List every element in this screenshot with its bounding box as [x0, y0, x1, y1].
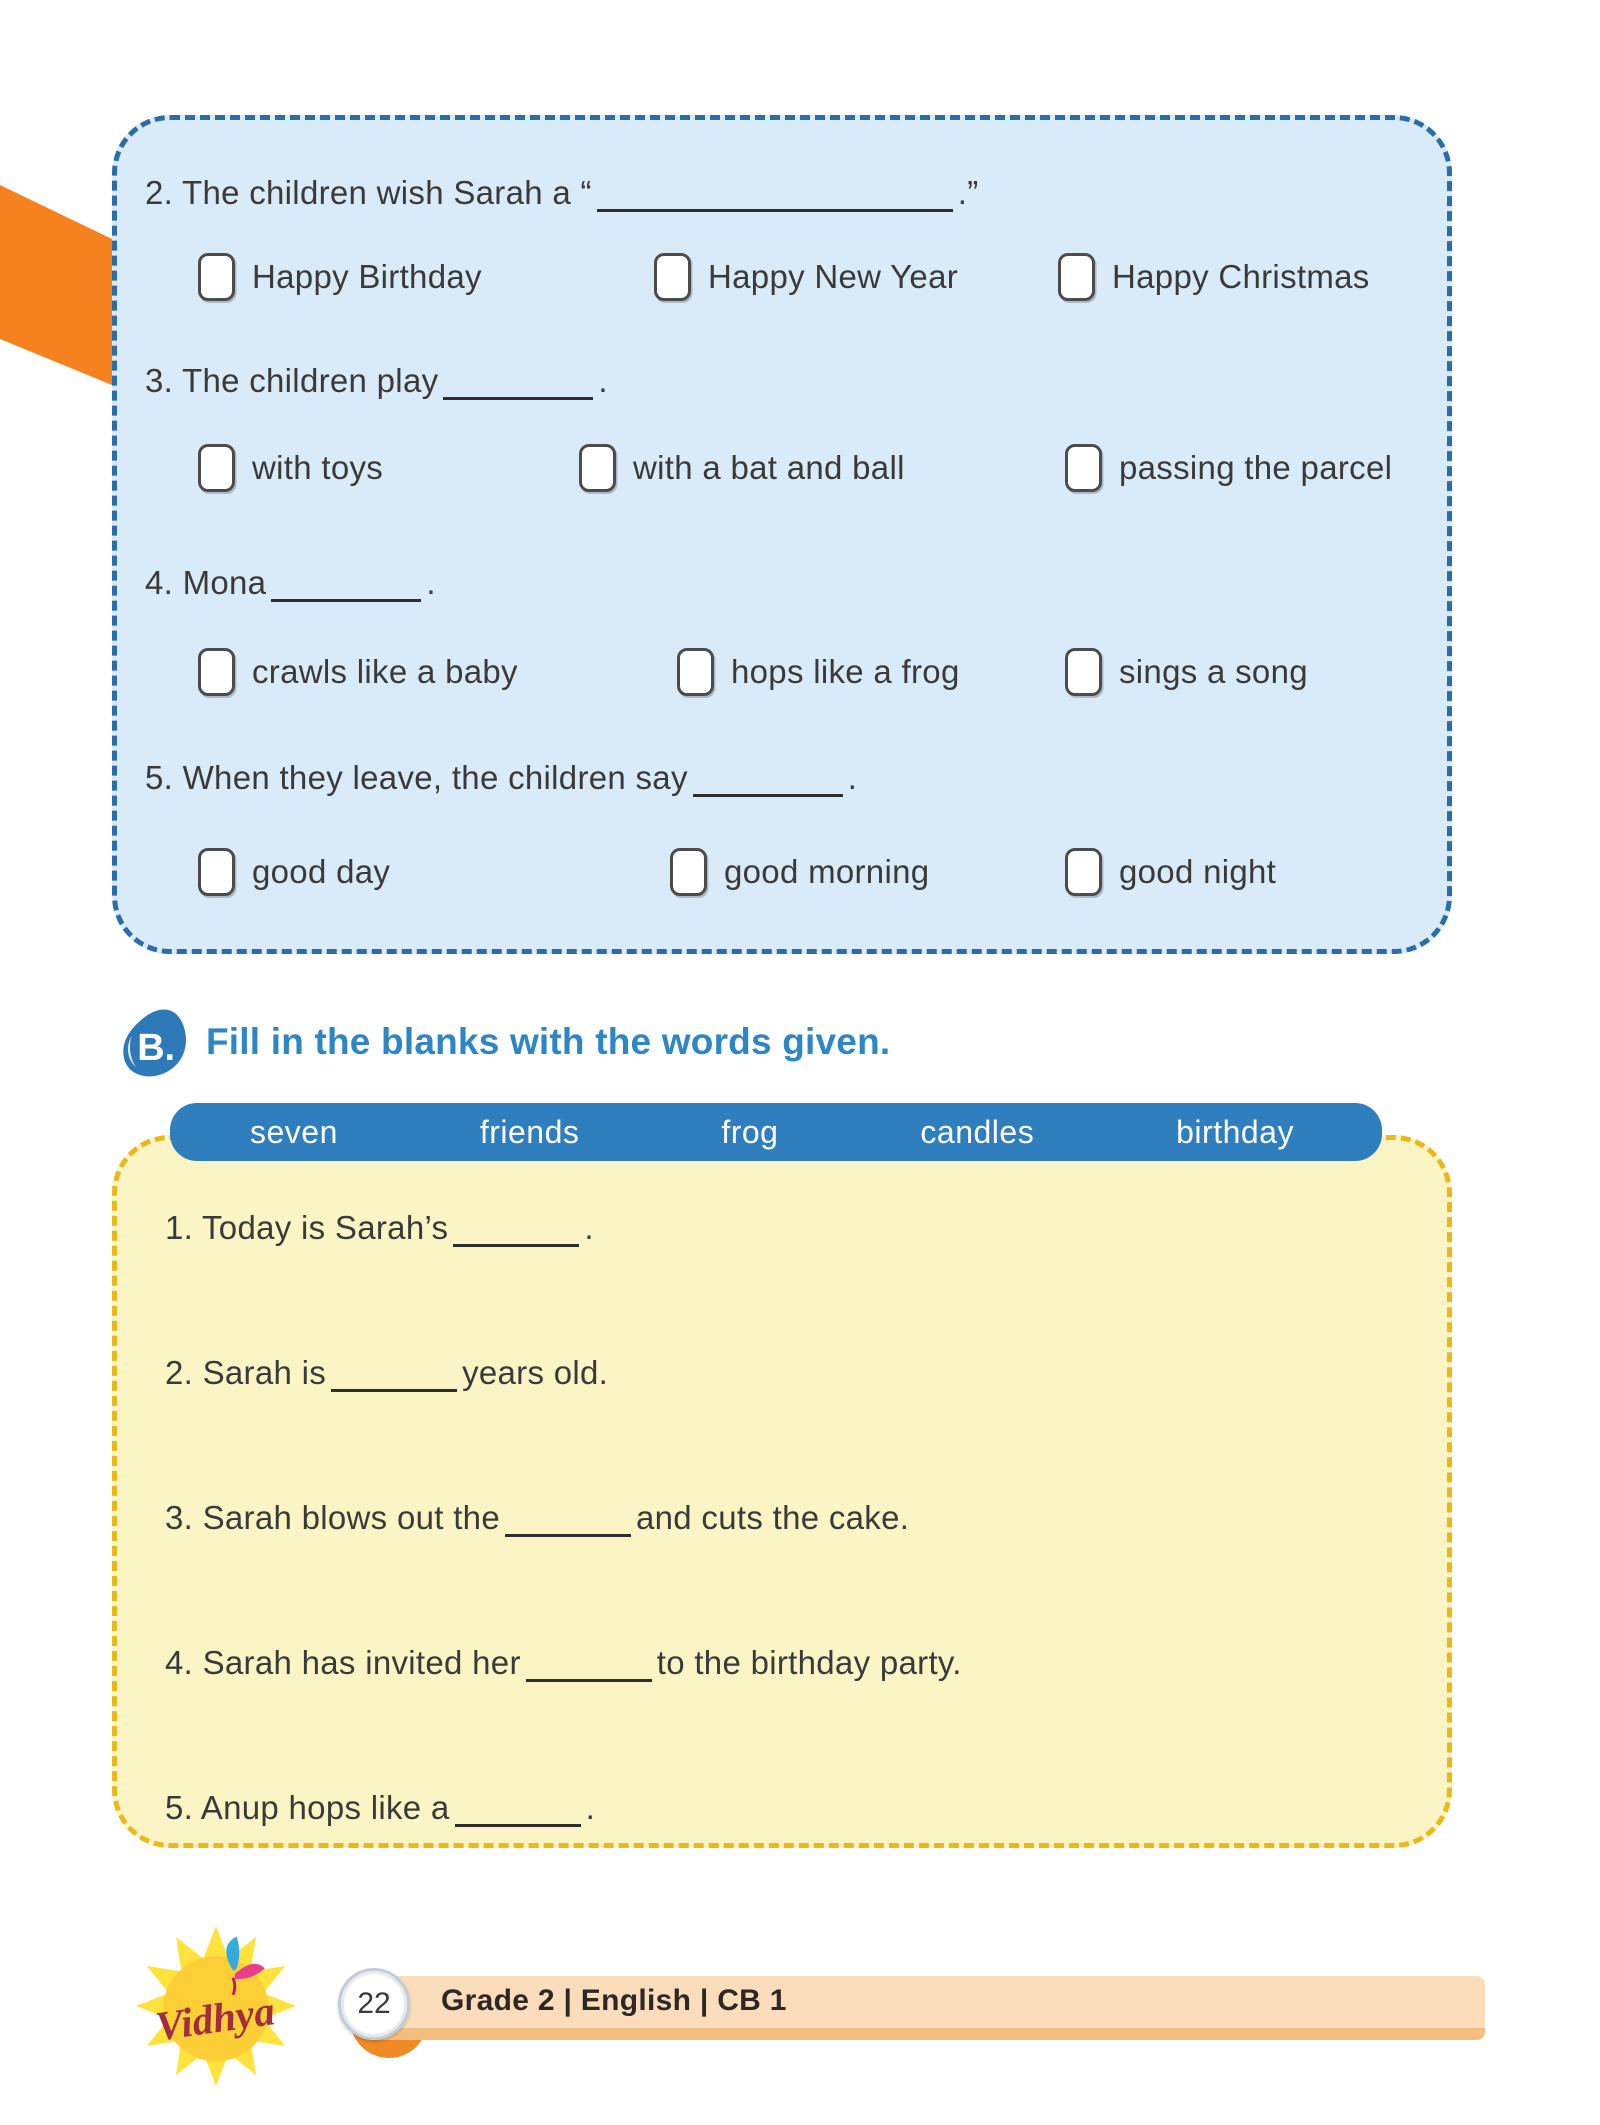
sentence-2-suffix: years old. [462, 1354, 609, 1391]
checkbox[interactable] [1065, 648, 1102, 696]
checkbox[interactable] [198, 444, 235, 492]
question-5 [145, 745, 857, 797]
option-good-morning[interactable] [670, 848, 929, 896]
option-label: with a bat and ball [633, 449, 905, 486]
option-label: good day [252, 853, 391, 890]
section-a-box [112, 115, 1452, 954]
checkbox[interactable] [198, 848, 235, 896]
section-b-box [112, 1135, 1452, 1848]
option-hops-like-a-frog[interactable] [677, 648, 960, 696]
sentence-2-text: 2. Sarah is [165, 1354, 327, 1391]
word-bank-word: frog [721, 1113, 779, 1150]
word-bank-word: friends [479, 1113, 580, 1150]
answer-blank[interactable] [331, 1355, 457, 1392]
answer-blank[interactable] [526, 1645, 652, 1682]
option-with-a-bat-and-ball[interactable] [579, 444, 905, 492]
option-label: passing the parcel [1119, 449, 1393, 486]
option-label: with toys [252, 449, 384, 486]
option-label: hops like a frog [731, 653, 960, 690]
question-2-options [117, 253, 1447, 303]
question-4-options [117, 648, 1447, 698]
sentence-5-suffix: . [585, 1789, 596, 1826]
answer-blank[interactable] [455, 1790, 581, 1827]
sentence-4-suffix: to the birthday party. [656, 1644, 962, 1681]
answer-blank[interactable] [271, 565, 421, 602]
option-crawls-like-a-baby[interactable] [198, 648, 518, 696]
footer-bar [345, 1976, 1485, 2040]
answer-blank[interactable] [693, 760, 843, 797]
option-label: sings a song [1119, 653, 1308, 690]
option-passing-the-parcel[interactable] [1065, 444, 1392, 492]
option-with-toys[interactable] [198, 444, 383, 492]
sentence-3-suffix: and cuts the cake. [635, 1499, 910, 1536]
section-b-title: Fill in the blanks with the words given. [206, 1021, 891, 1062]
checkbox[interactable] [1065, 848, 1102, 896]
checkbox[interactable] [1065, 444, 1102, 492]
vidhya-sun-logo [122, 1912, 310, 2100]
checkbox[interactable] [1058, 253, 1095, 301]
option-label: good night [1119, 853, 1277, 890]
sentence-1 [165, 1195, 594, 1247]
sentence-3-text: 3. Sarah blows out the [165, 1499, 500, 1536]
question-3-options [117, 444, 1447, 494]
question-2 [145, 160, 979, 212]
section-b-label: B. [137, 1026, 176, 1069]
question-3 [145, 348, 608, 400]
word-bank-word: birthday [1176, 1113, 1294, 1150]
question-4-text: 4. Mona [145, 564, 267, 601]
word-bank-bar [170, 1103, 1382, 1161]
sentence-4-text: 4. Sarah has invited her [165, 1644, 521, 1681]
sentence-5-text: 5. Anup hops like a [165, 1789, 450, 1826]
page-number-badge [338, 1968, 410, 2040]
brand-name: Vidhya [152, 1987, 278, 2050]
checkbox[interactable] [677, 648, 714, 696]
question-5-text: 5. When they leave, the children say [145, 759, 688, 796]
option-good-night[interactable] [1065, 848, 1276, 896]
sentence-5 [165, 1775, 595, 1827]
option-happy-new-year[interactable] [654, 253, 958, 301]
answer-blank[interactable] [597, 175, 953, 212]
answer-blank[interactable] [505, 1500, 631, 1537]
section-b-badge-icon [116, 1002, 190, 1082]
checkbox[interactable] [579, 444, 616, 492]
word-bank-word: candles [920, 1113, 1035, 1150]
option-label: good morning [724, 853, 930, 890]
sentence-1-text: 1. Today is Sarah’s [165, 1209, 449, 1246]
sentence-3 [165, 1485, 909, 1537]
option-good-day[interactable] [198, 848, 390, 896]
question-3-suffix: . [598, 362, 608, 399]
question-5-options [117, 848, 1447, 898]
answer-blank[interactable] [443, 363, 593, 400]
sentence-2 [165, 1340, 608, 1392]
question-4-suffix: . [426, 564, 436, 601]
checkbox[interactable] [198, 648, 235, 696]
checkbox[interactable] [198, 253, 235, 301]
option-happy-birthday[interactable] [198, 253, 482, 301]
option-label: Happy Christmas [1112, 258, 1370, 295]
answer-blank[interactable] [453, 1210, 579, 1247]
option-label: Happy New Year [708, 258, 959, 295]
question-4 [145, 550, 436, 602]
option-happy-christmas[interactable] [1058, 253, 1370, 301]
option-label: Happy Birthday [252, 258, 482, 295]
checkbox[interactable] [670, 848, 707, 896]
orange-ribbon-decoration [0, 185, 112, 385]
question-3-text: 3. The children play [145, 362, 439, 399]
footer-course-text: Grade 2 | English | CB 1 [441, 1984, 787, 2017]
page-number: 22 [357, 1987, 391, 2020]
question-2-suffix: .” [957, 174, 979, 211]
checkbox[interactable] [654, 253, 691, 301]
option-sings-a-song[interactable] [1065, 648, 1308, 696]
sentence-4 [165, 1630, 962, 1682]
section-b-heading [116, 1002, 890, 1082]
option-label: crawls like a baby [252, 653, 518, 690]
question-5-suffix: . [847, 759, 858, 796]
question-2-text: 2. The children wish Sarah a “ [145, 174, 592, 211]
sentence-1-suffix: . [584, 1209, 594, 1246]
word-bank-word: seven [250, 1113, 338, 1150]
